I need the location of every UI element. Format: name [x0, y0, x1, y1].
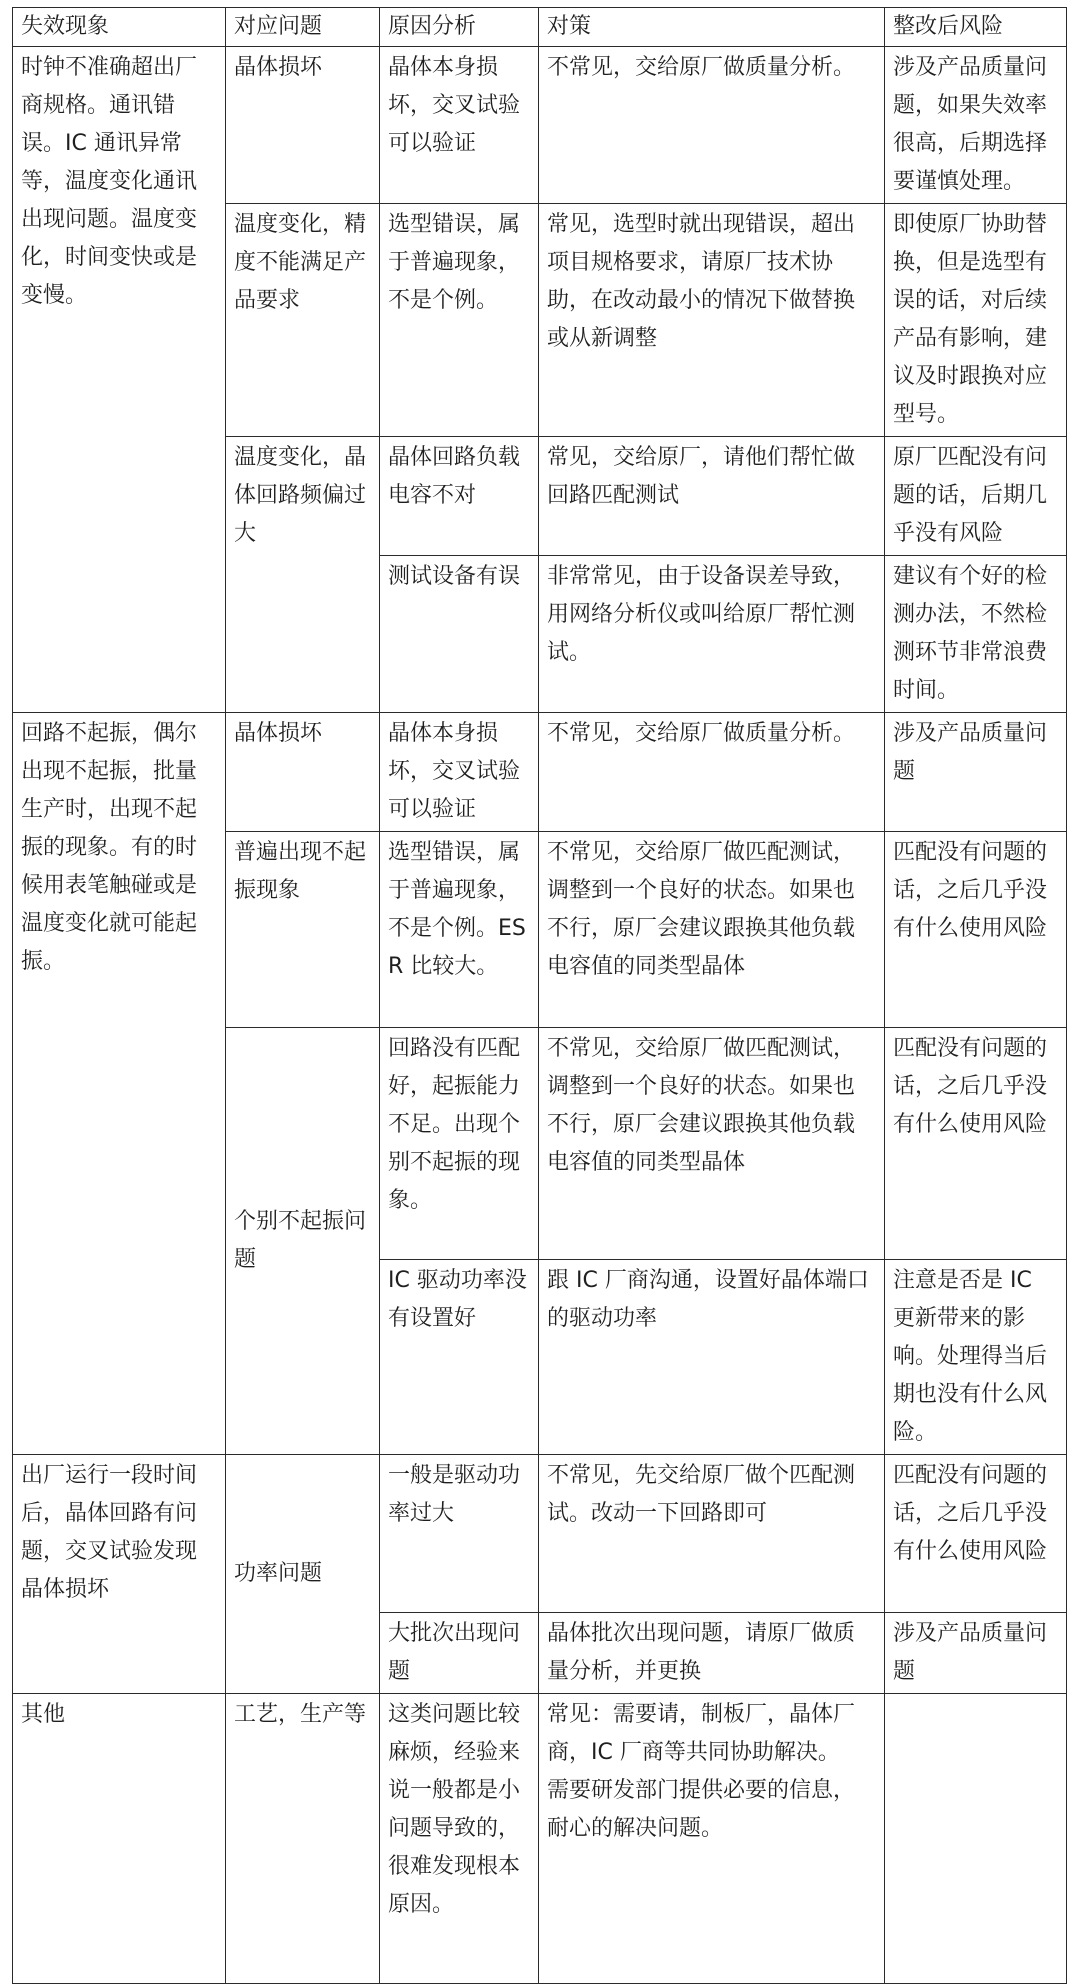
risk-cell: 匹配没有问题的话，之后几乎没有什么使用风险 [885, 832, 1067, 1028]
problem-cell: 温度变化，精度不能满足产品要求 [226, 204, 380, 437]
measure-cell: 不常见，交给原厂做匹配测试，调整到一个良好的状态。如果也不行，原厂会建议跟换其他负载电容值的同类型晶体 [539, 1028, 885, 1260]
cause-cell: 晶体本身损坏，交叉试验可以验证 [380, 47, 539, 204]
risk-cell [885, 1694, 1067, 1984]
problem-cell: 普遍出现不起振现象 [226, 832, 380, 1028]
cause-cell: 大批次出现问题 [380, 1613, 539, 1694]
header-row [13, 8, 1067, 47]
symptom-cell: 其他 [13, 1694, 226, 1984]
header-measure: 对策 [539, 8, 885, 47]
cause-cell: 回路没有匹配好，起振能力不足。出现个别不起振的现象。 [380, 1028, 539, 1260]
measure-cell: 常见：需要请，制板厂，晶体厂商，IC 厂商等共同协助解决。 需要研发部门提供必要的信息，耐心的解决问题。 [539, 1694, 885, 1984]
cause-cell: 选型错误，属于普遍现象，不是个例。ESR 比较大。 [380, 832, 539, 1028]
symptom-cell: 时钟不准确超出厂商规格。通讯错误。IC 通讯异常等，温度变化通讯出现问题。温度变化，时间变快或是变慢。 [13, 47, 226, 713]
header-problem: 对应问题 [226, 8, 380, 47]
table-row [13, 713, 1067, 832]
table-row [13, 1694, 1067, 1984]
failure-analysis-table [12, 7, 1067, 1984]
risk-cell: 建议有个好的检测办法，不然检测环节非常浪费时间。 [885, 556, 1067, 713]
risk-cell: 匹配没有问题的话，之后几乎没有什么使用风险 [885, 1455, 1067, 1613]
problem-cell: 晶体损坏 [226, 47, 380, 204]
cause-cell: 选型错误，属于普遍现象，不是个例。 [380, 204, 539, 437]
cause-cell: 晶体回路负载电容不对 [380, 437, 539, 556]
measure-cell: 不常见，交给原厂做质量分析。 [539, 47, 885, 204]
header-symptom: 失效现象 [13, 8, 226, 47]
header-risk: 整改后风险 [885, 8, 1067, 47]
cause-cell: 晶体本身损坏，交叉试验可以验证 [380, 713, 539, 832]
risk-cell: 匹配没有问题的话，之后几乎没有什么使用风险 [885, 1028, 1067, 1260]
cause-cell: 这类问题比较麻烦，经验来说一般都是小问题导致的，很难发现根本原因。 [380, 1694, 539, 1984]
measure-cell: 不常见，交给原厂做匹配测试，调整到一个良好的状态。如果也不行，原厂会建议跟换其他负载电容值的同类型晶体 [539, 832, 885, 1028]
cause-cell: IC 驱动功率没有设置好 [380, 1260, 539, 1455]
header-cause: 原因分析 [380, 8, 539, 47]
measure-cell: 跟 IC 厂商沟通，设置好晶体端口的驱动功率 [539, 1260, 885, 1455]
table-row [13, 1455, 1067, 1613]
problem-cell: 个别不起振问题 [226, 1028, 380, 1455]
problem-cell: 温度变化，晶体回路频偏过大 [226, 437, 380, 713]
table-row [13, 47, 1067, 204]
problem-cell: 晶体损坏 [226, 713, 380, 832]
measure-cell: 常见，交给原厂，请他们帮忙做回路匹配测试 [539, 437, 885, 556]
risk-cell: 原厂匹配没有问题的话，后期几乎没有风险 [885, 437, 1067, 556]
problem-cell: 功率问题 [226, 1455, 380, 1694]
measure-cell: 不常见，交给原厂做质量分析。 [539, 713, 885, 832]
risk-cell: 涉及产品质量问题 [885, 1613, 1067, 1694]
cause-cell: 测试设备有误 [380, 556, 539, 713]
measure-cell: 常见，选型时就出现错误，超出项目规格要求，请原厂技术协助，在改动最小的情况下做替换或从新调整 [539, 204, 885, 437]
risk-cell: 即使原厂协助替换，但是选型有误的话，对后续产品有影响，建议及时跟换对应型号。 [885, 204, 1067, 437]
problem-cell: 工艺，生产等 [226, 1694, 380, 1984]
measure-cell: 不常见，先交给原厂做个匹配测试。改动一下回路即可 [539, 1455, 885, 1613]
risk-cell: 涉及产品质量问题，如果失效率很高，后期选择要谨慎处理。 [885, 47, 1067, 204]
risk-cell: 涉及产品质量问题 [885, 713, 1067, 832]
measure-cell: 晶体批次出现问题，请原厂做质量分析，并更换 [539, 1613, 885, 1694]
symptom-cell: 出厂运行一段时间后，晶体回路有问题，交叉试验发现晶体损坏 [13, 1455, 226, 1694]
cause-cell: 一般是驱动功率过大 [380, 1455, 539, 1613]
symptom-cell: 回路不起振，偶尔出现不起振，批量生产时，出现不起振的现象。有的时候用表笔触碰或是温度变化就可能起振。 [13, 713, 226, 1455]
risk-cell: 注意是否是 IC 更新带来的影响。处理得当后期也没有什么风险。 [885, 1260, 1067, 1455]
measure-cell: 非常常见，由于设备误差导致，用网络分析仪或叫给原厂帮忙测试。 [539, 556, 885, 713]
